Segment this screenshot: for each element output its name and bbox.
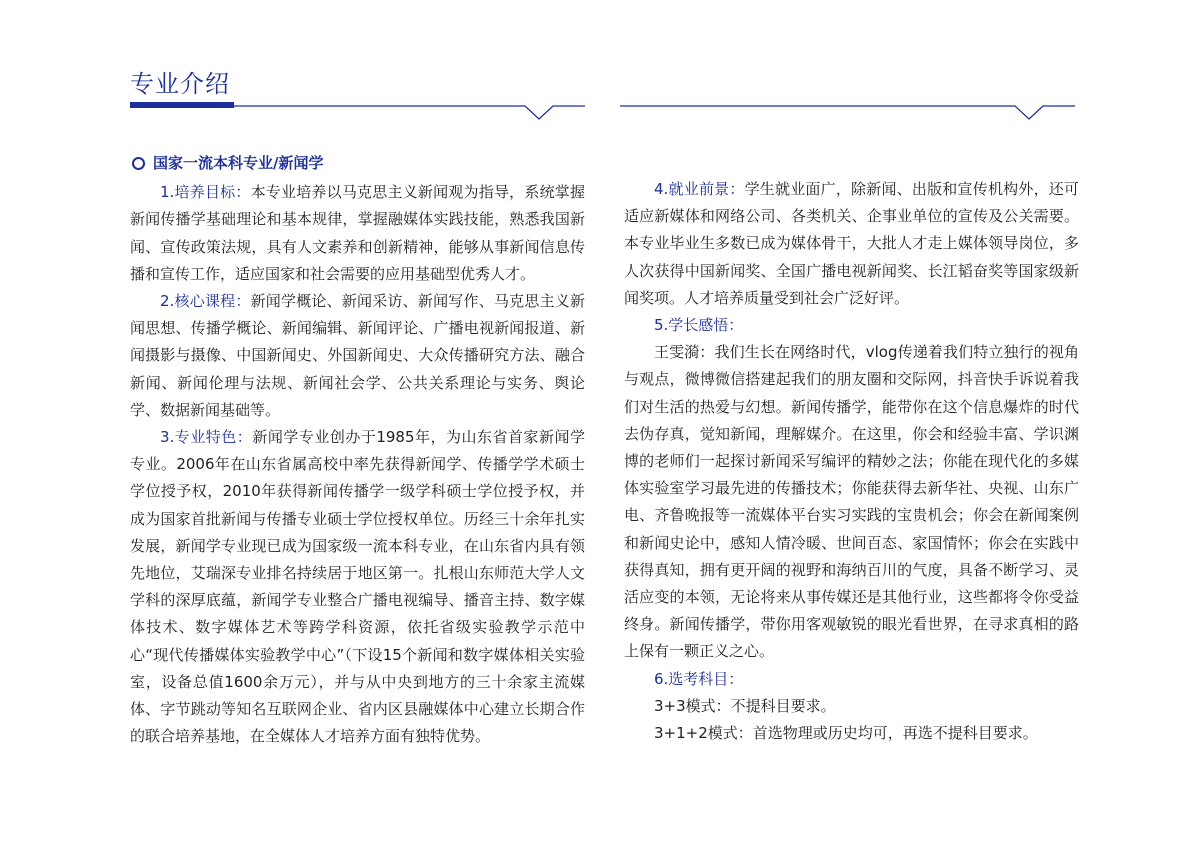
left-column xyxy=(130,150,585,750)
header-rule-right xyxy=(620,96,1080,126)
paragraph-features xyxy=(130,424,585,750)
exam-mode-line: 3+3模式：不提科目要求。 xyxy=(654,696,836,715)
paragraph-alumni-quote xyxy=(624,339,1079,665)
right-column xyxy=(624,176,1079,747)
paragraph-label: 1.培养目标： xyxy=(160,183,251,202)
paragraph-alumni-heading xyxy=(624,312,1079,339)
header-rule-left xyxy=(130,96,590,126)
paragraph-label: 2.核心课程： xyxy=(160,292,251,311)
paragraph-label: 5.学长感悟： xyxy=(654,316,744,335)
section-header-text: 国家一流本科专业/新闻学 xyxy=(153,154,324,172)
paragraph-label: 4.就业前景： xyxy=(654,180,745,198)
exam-mode-line: 3+1+2模式：首选物理或历史均可，再选不提科目要求。 xyxy=(654,724,1038,743)
paragraph-core-courses xyxy=(130,288,585,424)
section-header xyxy=(130,150,585,177)
paragraph-label: 6.选考科目： xyxy=(654,669,744,688)
paragraph-text: 王雯漪：我们生长在网络时代，vlog传递着我们特立独行的视角与观点，微博微信搭建起我们的朋友圈和交际网，抖音快手诉说着我们对生活的热爱与幻想。新闻传播学，能带你在这个信息爆炸的时代去伪存真，觉知新闻，理解媒介。在这里，你会和经验丰富、学识渊博的老师们一起探讨新闻采写编评的精妙之法；你能在现代化的多媒体实验室学习最先进的传播技术；你能获得去新华社、央视、山东广电、齐鲁晚报等一流媒体平台实习实践的宝贵机会；你会在新闻案例和新闻史论中，感知人情冷暖、世间百态、家国情怀；你会在实践中获得真知，拥有更开阔的视野和海纳百川的气度，具备不断学习、灵活应变的本领，无论将来从事传媒还是其他行业，这些都将令你受益终身。新闻传播学，带你用客观敏锐的眼光看世界，在寻求真相的路上保有一颗正义之心。 xyxy=(624,343,1079,661)
circle-bullet-icon xyxy=(132,157,145,170)
page-title: 专业介绍 xyxy=(130,70,230,98)
paragraph-training-goal xyxy=(130,179,585,288)
paragraph-text: 学生就业面广，除新闻、出版和宣传机构外，还可适应新媒体和网络公司、各类机关、企事业单位的宣传及公关需要。本专业毕业生多数已成为媒体骨干，大批人才走上媒体领导岗位，多人次获得中国新闻奖、全国广播电视新闻奖、长江韬奋奖等国家级新闻奖项。人才培养质量受到社会广泛好评。 xyxy=(624,180,1079,307)
paragraph-text: 新闻学概论、新闻采访、新闻写作、马克思主义新闻思想、传播学概论、新闻编辑、新闻评论、广播电视新闻报道、新闻摄影与摄像、中国新闻史、外国新闻史、大众传播研究方法、融合新闻、新闻伦理与法规、新闻社会学、公共关系理论与实务、舆论学、数据新闻基础等。 xyxy=(130,292,585,419)
paragraph-text: 本专业培养以马克思主义新闻观为指导，系统掌握新闻传播学基础理论和基本规律，掌握融媒体实践技能，熟悉我国新闻、宣传政策法规，具有人文素养和创新精神，能够从事新闻信息传播和宣传工作，适应国家和社会需要的应用基础型优秀人才。 xyxy=(130,183,585,283)
paragraph-text: 新闻学专业创办于1985年，为山东省首家新闻学专业。2006年在山东省属高校中率先获得新闻学、传播学学术硕士学位授予权，2010年获得新闻传播学一级学科硕士学位授予权，并成为国家首批新闻与传播专业硕士学位授权单位。历经三十余年扎实发展，新闻学专业现已成为国家级一流本科专业，在山东省内具有领先地位，艾瑞深专业排名持续居于地区第一。扎根山东师范大学人文学科的深厚底蕴，新闻学专业整合广播电视编导、播音主持、数字媒体技术、数字媒体艺术等跨学科资源，依托省级实验教学示范中心“现代传播媒体实验教学中心”（下设15个新闻和数字媒体相关实验室，设备总值1600余万元），并与从中央到地方的三十余家主流媒体、字节跳动等知名互联网企业、省内区县融媒体中心建立长期合作的联合培养基地，在全媒体人才培养方面有独特优势。 xyxy=(130,428,585,746)
paragraph-exam-heading xyxy=(624,666,1079,693)
paragraph-label: 3.专业特色： xyxy=(160,428,253,447)
paragraph-employment xyxy=(624,176,1079,312)
